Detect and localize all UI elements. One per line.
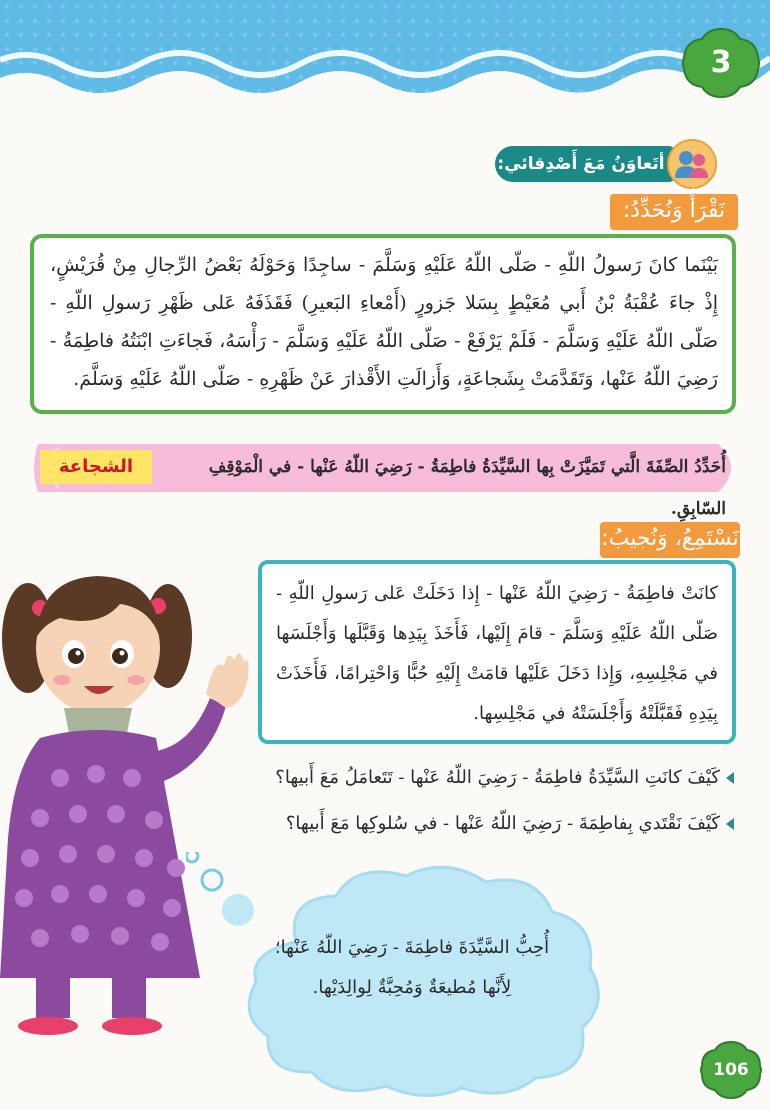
- cooperate-header: [495, 138, 723, 190]
- lesson-number: 3: [710, 45, 732, 80]
- story-text: بَيْنَما كانَ رَسولُ اللّهِ - صَلّى اللّهُ عَلَيْهِ وَسَلَّمَ - ساجِدًا وَحَوْلَهُ بَعْضُ الرِّجالِ مِنْ قُرَيْشٍ، إِذْ جاءَ عُقْبَةُ بْنُ أَبي مُعَيْطٍ بِسَلا جَزورٍ (أَمْعاءِ البَعيرِ) فَقَذَفَهُ عَلى ظَهْرِ رَسولِ اللّهِ - صَلّى اللّهُ عَلَيْهِ وَسَلَّمَ - فَلَمْ يَرْفَعْ - صَلّى اللّهُ عَلَيْهِ وَسَلَّمَ - رَأْسَهُ، فَجاءَتِ ابْنَتُهُ فاطِمَةُ - رَضِيَ اللّهُ عَنْها، وَتَقَدَّمَتْ بِشَجاعَةٍ، وَأَزالَتِ الأَقْذارَ عَنْ ظَهْرِهِ - صَلّى اللّهُ عَلَيْهِ وَسَلَّمَ.: [50, 254, 718, 390]
- bullet-arrow-icon: [726, 772, 734, 784]
- people-icon: [665, 138, 719, 190]
- thought-cloud-text: أُحِبُّ السَّيِّدَةَ فاطِمَةَ - رَضِيَ اللّهُ عَنْها؛ لِأَنَّها مُطيعَةٌ وَمُحِبَّةٌ لِوالِدَيْها.: [274, 937, 550, 998]
- wavy-header-banner: [0, 0, 770, 125]
- page-number: 106: [713, 1060, 749, 1080]
- lesson-number-badge: [682, 27, 760, 99]
- bullet-arrow-icon: [726, 818, 734, 830]
- section-listen-tag: نَسْتَمِعُ، وَنُجيبُ:: [600, 522, 740, 558]
- hadith-box: [258, 560, 736, 744]
- cooperate-label: أتَعاوَنُ مَعَ أَصْدِقائي:: [497, 154, 665, 174]
- section-read-tag: نَقْرَأُ وَنُحَدِّدُ:: [610, 194, 738, 230]
- page-number-badge: [700, 1040, 762, 1100]
- question-item: كَيْفَ كانَتِ السَّيِّدَةُ فاطِمَةُ - رَضِيَ اللّهُ عَنْها - تَتَعامَلُ مَعَ أَبيها؟: [275, 767, 720, 788]
- story-box: [30, 234, 736, 414]
- question-item: كَيْفَ نَقْتَدي بِفاطِمَةَ - رَضِيَ اللّهُ عَنْها - في سُلوكِها مَعَ أَبيها؟: [285, 813, 720, 834]
- question-bar-text: أُحَدِّدُ الصِّفَةَ الَّتي تَمَيَّزَتْ بِها السَّيِّدَةُ فاطِمَةُ - رَضِيَ اللّهُ عَنْها - في الْمَوْقِفِ السّابِقِ.: [208, 457, 726, 519]
- hadith-text: كانَتْ فاطِمَةُ - رَضِيَ اللّهُ عَنْها - إِذا دَخَلَتْ عَلى رَسولِ اللّهِ - صَلّى اللّهُ عَلَيْهِ وَسَلَّمَ - قامَ إِلَيْها، فَأَخَذَ بِيَدِها وَقَبَّلَها وَأَجْلَسَها في مَجْلِسِهِ، وَإِذا دَخَلَ عَلَيْها قامَتْ إِلَيْهِ حُبًّا وَاحْتِرامًا، فَأَخَذَتْ بِيَدِهِ فَقَبَّلَتْهُ وَأَجْلَسَتْهُ في مَجْلِسِها.: [276, 583, 718, 724]
- answer-field[interactable]: الشجاعة: [40, 450, 152, 484]
- cooperate-pill: [495, 146, 675, 182]
